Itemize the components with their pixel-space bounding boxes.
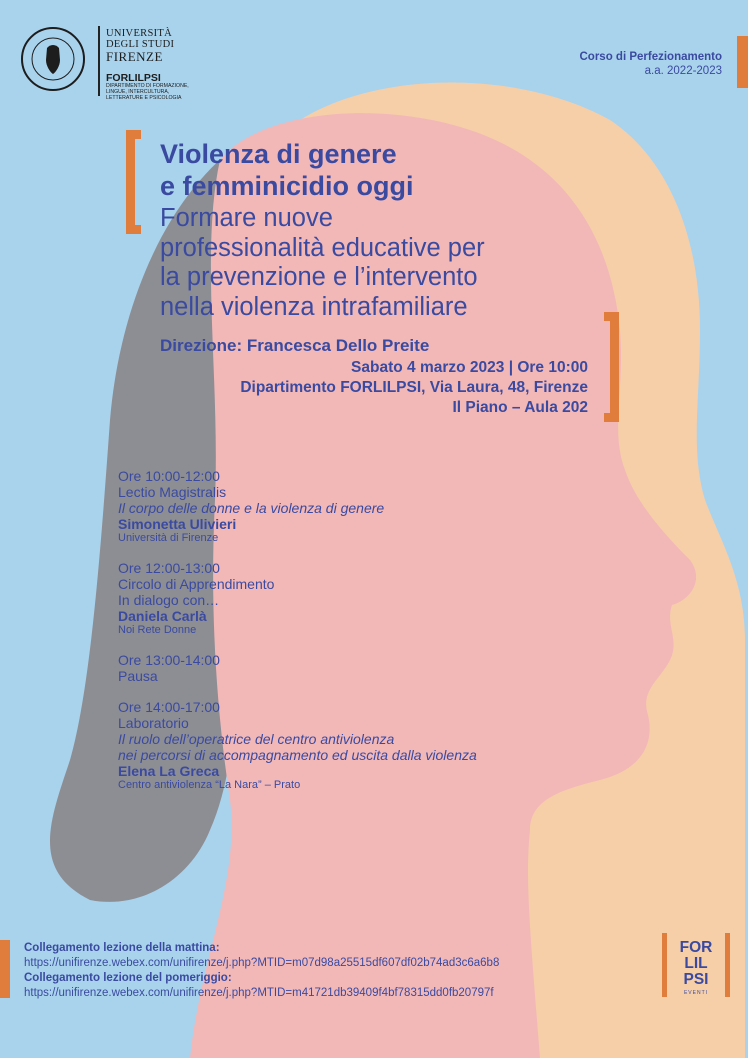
university-line-1: UNIVERSITÀ xyxy=(106,28,172,39)
session-type: Laboratorio xyxy=(118,715,189,731)
course-label: Corso di Perfezionamento xyxy=(579,51,722,63)
session-topic: Il corpo delle donne e la violenza di genere xyxy=(118,500,385,516)
session-time: Ore 10:00-12:00 xyxy=(118,468,220,484)
session-type: Circolo di Apprendimento xyxy=(118,576,275,592)
programme-session xyxy=(118,468,384,545)
university-line-3: FIRENZE xyxy=(106,49,163,64)
afternoon-link-label: Collegamento lezione del pomeriggio: xyxy=(24,972,232,984)
session-affiliation: Università di Firenze xyxy=(118,532,219,544)
course-info xyxy=(580,50,723,78)
session-affiliation: Centro antiviolenza “La Nara” – Prato xyxy=(118,779,301,791)
webex-links xyxy=(24,941,499,1001)
course-accent-bar xyxy=(737,36,748,88)
morning-link-label: Collegamento lezione della mattina: xyxy=(24,942,220,954)
session-affiliation: Noi Rete Donne xyxy=(118,624,197,636)
morning-link[interactable]: https://unifirenze.webex.com/unifirenze/j.php?MTID=m07d98a25515df607df02b74ad3c6a6b8 xyxy=(24,957,500,969)
logo-caption: EVENTI xyxy=(683,990,709,996)
afternoon-link[interactable]: https://unifirenze.webex.com/unifirenze/j.php?MTID=m41721db39409f4bf78315dd0fb20797f xyxy=(24,987,494,999)
forlilpsi-eventi-logo xyxy=(672,940,720,988)
event-location: Dipartimento FORLILPSI, Via Laura, 48, Firenze xyxy=(240,379,588,396)
session-topic-line-1: Il ruolo dell’operatrice del centro antiviolenza xyxy=(118,731,395,747)
session-speaker: Daniela Carlà xyxy=(118,608,207,624)
programme-session xyxy=(118,699,477,792)
session-time: Ore 13:00-14:00 xyxy=(118,652,220,668)
logo-line-2: LIL xyxy=(684,955,708,972)
department-full-name: DIPARTIMENTO DI FORMAZIONE, LINGUE, INTERCULTURA, LETTERATURE E PSICOLOGIA xyxy=(106,83,189,101)
subtitle-line-2: professionalità educative per xyxy=(160,233,485,262)
session-type: Pausa xyxy=(118,668,158,684)
event-info xyxy=(240,358,588,418)
session-time: Ore 14:00-17:00 xyxy=(118,699,220,715)
subtitle xyxy=(160,204,610,322)
title-line-2: e femminicidio oggi xyxy=(160,171,414,201)
academic-year: a.a. 2022-2023 xyxy=(644,65,722,77)
university-line-2: DEGLI STUDI xyxy=(106,39,175,50)
subtitle-line-4: nella violenza intrafamiliare xyxy=(160,292,468,321)
left-bracket-decoration xyxy=(126,130,141,234)
session-type: Lectio Magistralis xyxy=(118,484,227,500)
university-seal-logo xyxy=(20,26,86,92)
logo-line-3: PSI xyxy=(683,971,709,988)
session-speaker: Elena La Greca xyxy=(118,763,220,779)
event-room: Il Piano – Aula 202 xyxy=(452,399,588,416)
programme-session xyxy=(118,652,220,684)
session-time: Ore 12:00-13:00 xyxy=(118,560,220,576)
main-title xyxy=(160,138,414,202)
direction: Direzione: Francesca Dello Preite xyxy=(160,336,430,355)
footer-accent-bar xyxy=(0,940,10,998)
university-name xyxy=(106,28,174,64)
logo-line-1: FOR xyxy=(679,939,713,956)
session-topic: In dialogo con… xyxy=(118,592,220,608)
programme-session xyxy=(118,560,274,637)
session-topic-line-2: nei percorsi di accompagnamento ed uscita dalla violenza xyxy=(118,747,477,763)
event-date-time: Sabato 4 marzo 2023 | Ore 10:00 xyxy=(351,359,588,376)
subtitle-line-3: la prevenzione e l’intervento xyxy=(160,263,478,291)
title-line-1: Violenza di genere xyxy=(160,139,397,169)
session-speaker: Simonetta Ulivieri xyxy=(118,516,237,532)
header-divider xyxy=(98,26,100,96)
right-bracket-decoration xyxy=(604,312,619,422)
subtitle-line-1: Formare nuove xyxy=(160,204,333,232)
department-logo: FORLILPSI xyxy=(106,72,161,84)
